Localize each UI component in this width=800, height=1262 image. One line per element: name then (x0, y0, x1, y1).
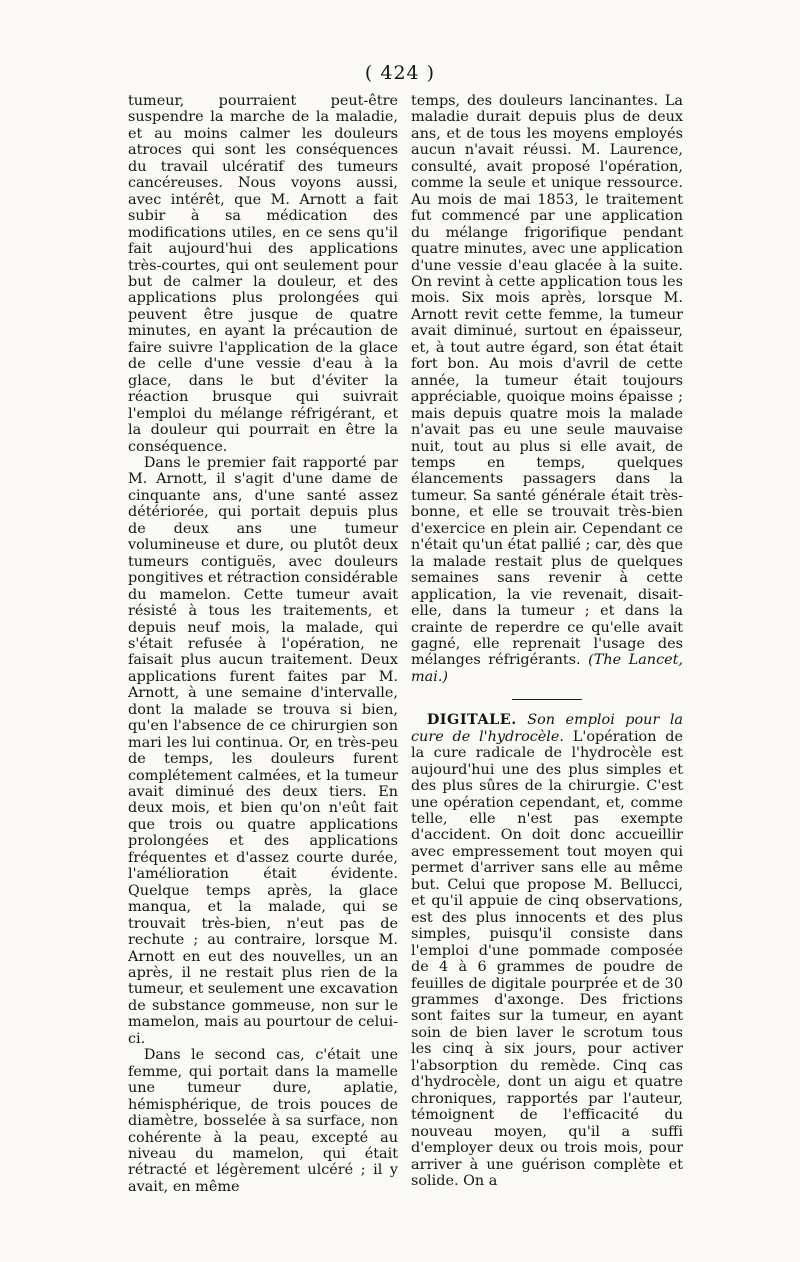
section-paragraph (411, 712, 683, 1189)
paragraph-text: L'opération de la cure radicale de l'hydrocèle est aujourd'hui une des plus simples et des plus sûres de la chirurgie. C'est une opération cependant, et, comme telle, elle n'est pas exempte d'accident. On doit donc accueillir avec empressement tout moyen qui permet d'arriver sans elle au même but. Celui que propose M. Bellucci, et qu'il appuie de cinq observations, est des plus innocents et des plus simples, puisqu'il consiste dans l'emploi d'une pommade composée de 4 à 6 grammes de poudre de feuilles de digitale pourprée et de 30 grammes d'axonge. Des frictions sont faites sur la tumeur, en ayant soin de bien laver le scrotum tous les cinq à six jours, pour activer l'absorption du remède. Cinq cas d'hydrocèle, dont un aigu et quatre chroniques, rapportés par l'auteur, témoignent de l'efficacité du nouveau moyen, qu'il a suffi d'employer deux ou trois mois, pour arriver à une guérison complète et solide. On a (411, 728, 684, 1189)
paragraph (411, 93, 683, 685)
left-column (128, 93, 398, 1195)
paragraph: Dans le premier fait rapporté par M. Arnott, il s'agit d'une dame de cinquante ans, d'une santé assez détériorée, qui portait depuis plus de deux ans une tumeur volumineuse et dure, ou plutôt deux tumeurs contiguës, avec douleurs pongitives et rétraction considérable du mamelon. Cette tumeur avait résisté à tous les traitements, et depuis neuf mois, la malade, qui s'était refusée à l'opération, ne faisait plus aucun traitement. Deux applications furent faites par M. Arnott, à une semaine d'intervalle, dont la malade se trouva si bien, qu'en l'absence de ce chirurgien son mari les lui continua. Or, en très-peu de temps, les douleurs furent complétement calmées, et la tumeur avait diminué des deux tiers. En deux mois, et bien qu'on n'eût fait que trois ou quatre applications prolongées et des applications fréquentes et d'assez courte durée, l'amélioration était évidente. Quelque temps après, la glace manqua, et la malade, qui se trouvait très-bien, n'eut pas de rechute ; au contraire, lorsque M. Arnott en eut des nouvelles, un an après, il ne restait plus rien de la tumeur, et seulement une excavation de substance gommeuse, non sur le mamelon, mais au pourtour de celui-ci. (128, 454, 398, 1047)
paragraph: Dans le second cas, c'était une femme, qui portait dans la mamelle une tumeur dure, aplatie, hémisphérique, de trois pouces de diamètre, bosselée à sa surface, non cohérente à la peau, excepté au niveau du mamelon, qui était rétracté et légèrement ulcéré ; il y avait, en même (128, 1047, 398, 1195)
paragraph: tumeur, pourraient peut-être suspendre la marche de la maladie, et au moins calmer les douleurs atroces qui sont les conséquences du travail ulcératif des tumeurs cancéreuses. Nous voyons aussi, avec intérêt, que M. Arnott a fait subir à sa médication des modifications utiles, en ce sens qu'il fait aujourd'hui des applications très-courtes, qui ont seulement pour but de calmer la douleur, et des applications plus prolongées qui peuvent être jusque de quatre minutes, en ayant la précaution de faire suivre l'application de la glace de celle d'une vessie d'eau à la glace, dans le but d'éviter la réaction brusque qui suivrait l'emploi du mélange réfrigérant, et la douleur qui pourrait en être la conséquence. (128, 93, 398, 455)
section-heading: DIGITALE. (426, 711, 517, 729)
page-number: ( 424 ) (364, 62, 436, 84)
paragraph-text: temps, des douleurs lancinantes. La maladie durait depuis plus de deux ans, et de tous les moyens employés aucun n'avait réussi. M. Laurence, consulté, avait proposé l'opération, comme la seule et unique ressource. Au mois de mai 1853, le traitement fut commencé par une application du mélange frigorifique pendant quatre minutes, avec une application d'une vessie d'eau glacée à la suite. On revint à cette application tous les mois. Six mois après, lorsque M. Arnott revit cette femme, la tumeur avait diminué, surtout en épaisseur, et, à tout autre égard, son état était fort bon. Au mois d'avril de cette année, la tumeur était toujours appréciable, quoique moins épaisse ; mais depuis quatre mois la malade n'avait pas eu une seule mauvaise nuit, tout au plus si elle avait, de temps en temps, quelques élancements passagers dans la tumeur. Sa santé générale était très-bonne, et elle se trouvait très-bien d'exercice en plein air. Cependant ce n'était qu'un état pallié ; car, dès que la malade restait plus de quelques semaines sans revenir à cette application, la vie revenait, disait-elle, dans la tumeur ; et dans la crainte de reperdre ce qu'elle avait gagné, elle reprenait l'usage des mélanges réfrigérants. (411, 93, 683, 669)
source-citation: (The Lancet, mai.) (411, 652, 683, 685)
section-subtitle: Son emploi pour la cure de l'hydrocèle. (411, 712, 684, 745)
right-column (411, 93, 683, 1189)
section-divider (512, 699, 582, 700)
